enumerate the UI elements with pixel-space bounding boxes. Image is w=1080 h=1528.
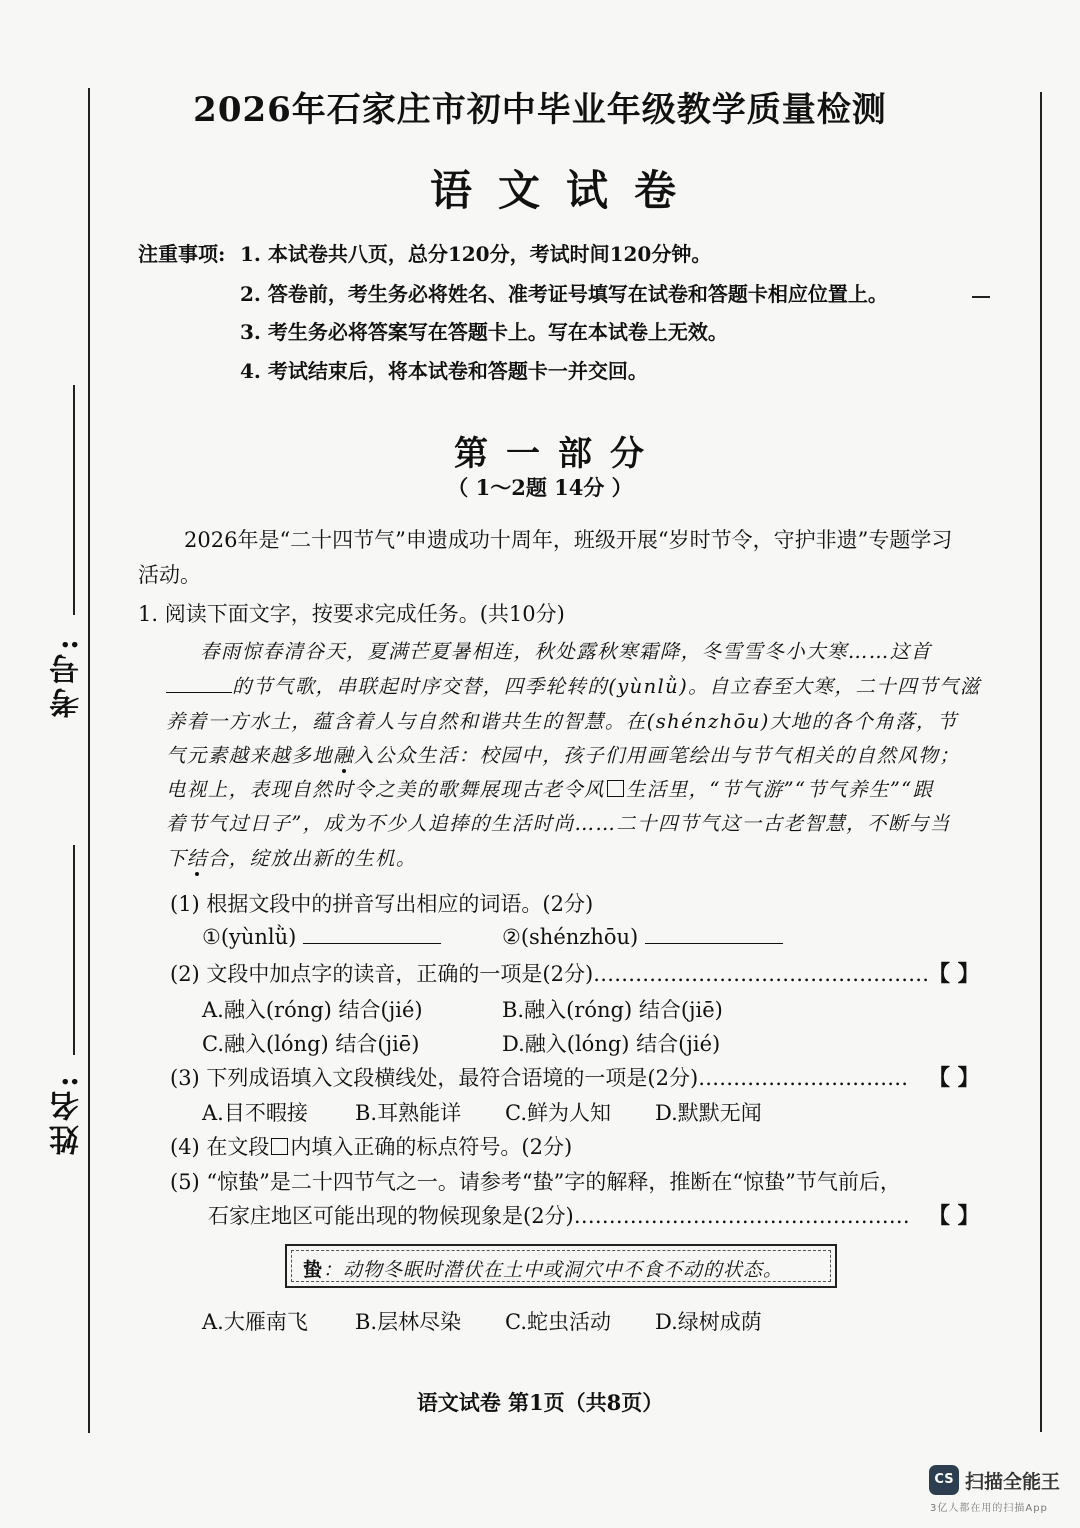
sub-question-5-line-1: (5) “惊蛰”是二十四节气之一。请参考“蛰”字的解释，推断在“惊蛰”节气前后， xyxy=(170,1170,901,1194)
notice-label: 注重事项: xyxy=(138,242,226,266)
notice-item-4: 4. 考试结束后，将本试卷和答题卡一并交回。 xyxy=(240,359,648,383)
notice-item-2: 2. 答卷前，考生务必将姓名、准考证号填写在试卷和答题卡相应位置上。 xyxy=(240,282,888,306)
sub-question-2: (2) 文段中加点字的读音，正确的一项是(2分)………………………………………… xyxy=(170,962,930,986)
answer-bracket-3[interactable]: 【 】 xyxy=(928,1065,980,1091)
dotted-char-jie: 结 xyxy=(186,847,208,870)
section-subtitle: （ 1～2题 14分 ） xyxy=(447,475,633,500)
passage-line-5: 电视上，表现自然时令之美的歌舞展现古老令风 生活里，“节气游”“节气养生”“跟 xyxy=(166,778,934,801)
sub-question-4: (4) 在文段 内填入正确的标点符号。(2分) xyxy=(170,1135,573,1159)
passage-line-2: 的节气歌，串联起时序交替，四季轮转的(yùnlǜ)。自立春至大寒，二十四节气滋 xyxy=(166,671,981,699)
exam-number-label: 考号: xyxy=(50,635,85,719)
paper-subject: 语文试卷 xyxy=(429,166,702,215)
sub-question-3: (3) 下列成语填入文段横线处，最符合语境的一项是(2分)………………………… xyxy=(170,1066,909,1090)
intro-line-1: 2026年是“二十四节气”申遗成功十周年，班级开展“岁时节令，守护非遗”专题学习 xyxy=(184,528,953,552)
question-1-stem: 1. 阅读下面文字，按要求完成任务。(共10分) xyxy=(138,602,565,626)
sub-question-1: (1) 根据文段中的拼音写出相应的词语。(2分) xyxy=(170,892,594,916)
passage-line-1: 春雨惊春清谷天，夏满芒夏暑相连，秋处露秋寒霜降，冬雪雪冬小大寒……这首 xyxy=(200,640,932,663)
sub2-option-a[interactable]: A.融入(róng) 结合(jié) xyxy=(202,998,423,1022)
answer-bracket-5[interactable]: 【 】 xyxy=(928,1203,980,1229)
passage-line-4: 气元素越来越多地融入公众生活：校园中，孩子们用画笔绘出与节气相关的自然风物； xyxy=(166,744,961,767)
punctuation-box xyxy=(607,780,624,797)
sub5-option-d[interactable]: D.绿树成荫 xyxy=(655,1310,762,1334)
idiom-blank xyxy=(166,692,232,693)
sub3-option-b[interactable]: B.耳熟能详 xyxy=(355,1101,462,1125)
scanner-logo-icon: CS xyxy=(929,1465,959,1495)
left-margin-line-lower xyxy=(73,845,75,1055)
answer-blank-yunlu[interactable] xyxy=(303,943,441,944)
sub3-option-a[interactable]: A.目不暇接 xyxy=(202,1101,308,1125)
page-footer: 语文试卷 第1页（共8页） xyxy=(416,1390,664,1415)
notice-item-3: 3. 考生务必将答案写在答题卡上。写在本试卷上无效。 xyxy=(240,320,728,344)
dotted-char-rong: 融 xyxy=(333,744,355,767)
sub1-answer-b: ②(shénzhōu) xyxy=(502,925,783,949)
notice-mark xyxy=(972,296,990,298)
right-border-line xyxy=(1040,92,1042,1432)
exam-title: 2026年石家庄市初中毕业年级教学质量检测 xyxy=(193,90,887,130)
section-title: 第一部分 xyxy=(454,434,662,474)
sub1-answer-a: ①(yùnlǜ) xyxy=(202,925,441,949)
sub3-option-d[interactable]: D.默默无闻 xyxy=(655,1101,762,1125)
scanner-brand-name: 扫描全能王 xyxy=(965,1471,1061,1493)
left-border-line xyxy=(88,88,90,1433)
notice-item-1: 1. 本试卷共八页，总分120分，考试时间120分钟。 xyxy=(240,242,712,266)
sub2-option-b[interactable]: B.融入(róng) 结合(jiē) xyxy=(502,998,723,1022)
student-name-label: 姓名: xyxy=(50,1072,85,1156)
answer-blank-shenzhou[interactable] xyxy=(645,943,783,944)
sub5-option-c[interactable]: C.蛇虫活动 xyxy=(505,1310,611,1334)
answer-bracket-2[interactable]: 【 】 xyxy=(928,961,980,987)
passage-line-7: 下结合，绽放出新的生机。 xyxy=(166,847,417,870)
sub2-option-c[interactable]: C.融入(lóng) 结合(jiē) xyxy=(202,1032,420,1056)
sub3-option-c[interactable]: C.鲜为人知 xyxy=(505,1101,611,1125)
definition-callout xyxy=(285,1244,837,1288)
callout-text: 蛰：动物冬眠时潜伏在土中或洞穴中不食不动的状态。 xyxy=(303,1259,784,1281)
intro-line-2: 活动。 xyxy=(138,563,201,587)
passage-line-3: 养着一方水土，蕴含着人与自然和谐共生的智慧。在(shénzhōu)大地的各个角落，节 xyxy=(166,710,958,733)
sub-question-5-line-2: 石家庄地区可能出现的物候现象是(2分)………………………………………… xyxy=(208,1204,910,1228)
passage-line-6: 着节气过日子”，成为不少人追捧的生活时尚……二十四节气这一古老智慧，不断与当 xyxy=(166,812,951,835)
callout-headword: 蛰 xyxy=(303,1259,324,1281)
sub5-option-b[interactable]: B.层林尽染 xyxy=(355,1310,462,1334)
punctuation-box-ref xyxy=(271,1138,288,1155)
sub5-option-a[interactable]: A.大雁南飞 xyxy=(202,1310,308,1334)
sub2-option-d[interactable]: D.融入(lóng) 结合(jié) xyxy=(502,1032,721,1056)
scanner-tagline: 3亿人都在用的扫描App xyxy=(930,1503,1048,1514)
